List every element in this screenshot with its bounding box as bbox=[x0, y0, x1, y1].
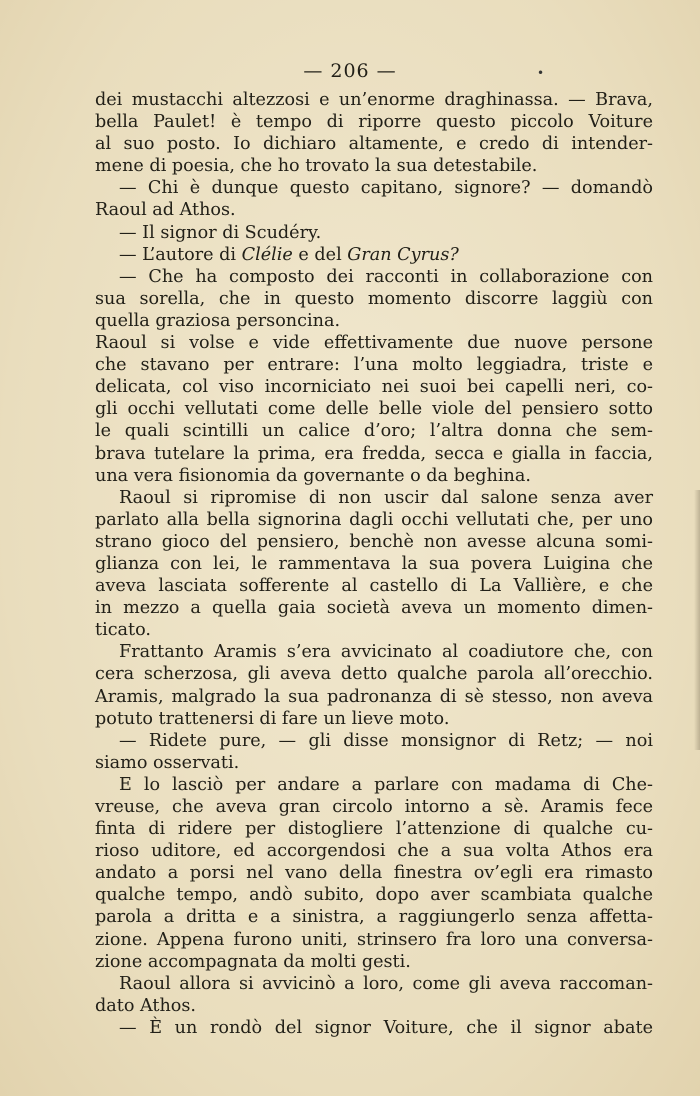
text-line: al suo posto. Io dichiaro altamente, e credo di intender- bbox=[95, 134, 653, 155]
text-line: Raoul ad Athos. bbox=[95, 200, 236, 221]
text-line: parola a dritta e a sinistra, a raggiungerlo senza affetta- bbox=[95, 907, 653, 928]
text-line: bella Paulet! è tempo di riporre questo piccolo Voiture bbox=[95, 112, 653, 133]
text-line: ticato. bbox=[95, 620, 151, 641]
text-line: parlato alla bella signorina dagli occhi vellutati che, per uno bbox=[95, 509, 653, 530]
text-line: brava tutelare la prima, era fredda, secca e gialla in faccia, bbox=[95, 443, 653, 464]
text-line: mene di poesia, che ho trovato la sua detestabile. bbox=[95, 156, 538, 177]
text-line: cera scherzosa, gli aveva detto qualche parola all’orecchio. bbox=[95, 664, 653, 685]
text-line: andato a porsi nel vano della finestra ov’egli era rimasto bbox=[95, 863, 653, 884]
page-number: — 206 — bbox=[303, 60, 397, 82]
text-line: le quali scintilli un calice d’oro; l’altra donna che sem- bbox=[95, 421, 653, 442]
text-line: delicata, col viso incorniciato nei suoi bei capelli neri, co- bbox=[95, 377, 653, 398]
page-edge-shadow bbox=[694, 490, 700, 750]
text-line: zione accompagnata da molti gesti. bbox=[95, 951, 411, 972]
text-line: — Ridete pure, — gli disse monsignor di Retz; — noi bbox=[119, 730, 653, 751]
text-line: dato Athos. bbox=[95, 995, 197, 1016]
text-line: aveva lasciata sofferente al castello di La Vallière, e che bbox=[95, 576, 653, 597]
page-mark: • bbox=[537, 66, 545, 80]
text-line: una vera fisionomia da governante o da beghina. bbox=[95, 465, 531, 486]
text-line: — È un rondò del signor Voiture, che il signor abate bbox=[119, 1017, 653, 1038]
text-line: finta di ridere per distogliere l’attenzione di qualche cu- bbox=[95, 819, 653, 840]
text-line: vreuse, che aveva gran circolo intorno a sè. Aramis fece bbox=[95, 797, 653, 817]
body-text bbox=[95, 89, 653, 1039]
text-line: Aramis, malgrado la sua padronanza di sè stesso, non aveva bbox=[95, 686, 653, 707]
text-line: — L’autore di Clélie e del Gran Cyrus? bbox=[119, 244, 459, 265]
text-line: Frattanto Aramis s’era avvicinato al coadiutore che, con bbox=[119, 642, 653, 663]
text-line: — Chi è dunque questo capitano, signore? — domandò bbox=[119, 178, 653, 199]
text-line: in mezzo a quella gaia società aveva un momento dimen- bbox=[95, 598, 653, 619]
text-line: sua sorella, che in questo momento discorre laggiù con bbox=[95, 288, 653, 309]
text-line: dei mustacchi altezzosi e un’enorme draghinassa. — Brava, bbox=[95, 90, 653, 110]
text-line: gli occhi vellutati come delle belle viole del pensiero sotto bbox=[95, 399, 653, 420]
text-line: Raoul si ripromise di non uscir dal salone senza aver bbox=[119, 487, 653, 508]
text-line: Raoul si volse e vide effettivamente due nuove persone bbox=[95, 333, 653, 354]
text-line: Raoul allora si avvicinò a loro, come gli aveva raccoman- bbox=[119, 973, 653, 994]
text-line: strano gioco del pensiero, benchè non avesse alcuna somi- bbox=[95, 531, 653, 552]
text-line: zione. Appena furono uniti, strinsero fra loro una conversa- bbox=[95, 929, 653, 950]
text-line: — Che ha composto dei racconti in collaborazione con bbox=[119, 266, 653, 287]
text-line: potuto trattenersi di fare un lieve moto. bbox=[95, 708, 450, 729]
text-line: quella graziosa personcina. bbox=[95, 310, 341, 331]
text-line: siamo osservati. bbox=[95, 752, 240, 773]
text-line: che stavano per entrare: l’una molto leggiadra, triste e bbox=[95, 355, 653, 376]
text-line: qualche tempo, andò subito, dopo aver scambiata qualche bbox=[95, 885, 653, 906]
text-line: rioso uditore, ed accorgendosi che a sua volta Athos era bbox=[95, 841, 653, 862]
text-line: glianza con lei, le rammentava la sua povera Luigina che bbox=[95, 553, 653, 574]
text-line: — Il signor di Scudéry. bbox=[119, 222, 322, 243]
text-line: E lo lasciò per andare a parlare con madama di Che- bbox=[119, 774, 653, 795]
